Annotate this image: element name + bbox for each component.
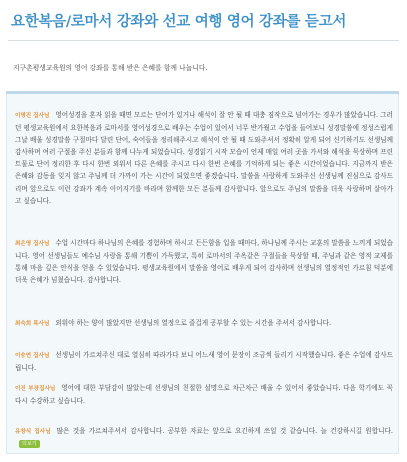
- testimonial-text: 수업 시간마다 하나님의 은혜를 경험하며 하시고 든든함을 입을 때마다, 하나님께 주시는 교훈의 말씀을 느끼게 되었습니다. 영어 선생님들도 예수님 사랑을 통해 기쁨이 가득했고, 특히 로마서의 주옥같은 구절들을 묵상할 때, 주님과 같은 영적 교제를 통해 마음 깊은 안식을 얻을 수 있었습니다. 평생교육원에서 말씀을 영어로 배우게 되어 감사하며 선생님의 열정적인 가르침 덕분에 더욱 은혜가 넘쳤습니다. 감사합니다.: [15, 239, 393, 285]
- testimonial-text: 외워야 하는 양이 많았지만 선생님의 열정으로 즐겁게 공부할 수 있는 시간을 주셔서 감사합니다.: [55, 319, 332, 327]
- intro-text: 지구촌평생교육원의 영어 강좌를 통해 받은 은혜를 함께 나눕니다.: [13, 64, 208, 72]
- author-name: 이명진 집사님: [15, 113, 50, 119]
- testimonial-entry: [15, 317, 393, 330]
- testimonial-text: 영어에 대한 부담감이 많았는데 선생님의 친절한 설명으로 차근차근 배울 수 있어서 좋았습니다. 다음 학기에도 꼭 다시 수강하고 싶습니다.: [15, 384, 393, 406]
- author-name: 이진 부장집사님: [15, 386, 56, 392]
- testimonial-entry: [15, 425, 393, 450]
- testimonial-entry: [15, 382, 393, 407]
- testimonial-text: 선생님이 가르쳐주신 대로 열심히 따라가다 보니 어느새 영어 문장이 조금씩 들리기 시작했습니다. 좋은 수업에 감사드립니다.: [15, 351, 393, 373]
- testimonial-entry: [15, 109, 393, 207]
- author-name: 최은영 집사님: [15, 241, 50, 247]
- testimonials-box: [6, 91, 399, 454]
- page-title: 요한복음/로마서 강좌와 선교 여행 영어 강좌를 듣고서: [11, 14, 347, 30]
- more-badge[interactable]: 더보기: [19, 440, 40, 448]
- author-name: 최숙희 목사님: [15, 321, 50, 327]
- testimonial-entry: [15, 349, 393, 374]
- testimonial-entry: [15, 237, 393, 286]
- title-divider: [8, 40, 399, 41]
- author-name: 이승연 집사님: [15, 353, 50, 359]
- testimonial-text: 영어성경을 혼자 읽을 때면 모르는 단어가 있거나 해석이 잘 안 될 때 대충 짐작으로 넘어가는 경우가 많았습니다. 그러던 평생교육원에서 요한복음과 로마서를 영어성경으로 배우는 수업이 있어서 너무 반가웠고 수업을 들어보니 성경말씀에 정성스럽게 그날 배울 성경말씀 구절마다 달린 단어, 숙어들을 정리해주시고 해석이 안 될 때 도와주셔서 정확히 알게 되어 신기하기도 선생님께 감사하며 여러 구절을 주신 분들과 함께 나누게 되었습니다. 성경읽기 시작 모습이 언제 매일 여러 곳을 가서와 해석을 묵상하며 프린트물로 단어 정리한 후 다시 한번 외워서 다른 은혜를 주시고 다시 한번 은혜를 기억하게 되는 좋은 시간이었습니다. 지금까지 받은 은혜와 감동을 잊지 않고 주님께 더 가까이 가는 시간이 되었으면 좋겠습니다. 말씀을 사랑하게 도와주신 선생님께 진심으로 감사드리며 앞으로도 이런 강좌가 계속 이어지기를 바라며 함께한 모든 분들께 감사합니다. 앞으로도 주님의 말씀을 더욱 사랑하며 살아가고 싶습니다.: [15, 111, 393, 205]
- testimonial-text: 많은 것을 가르쳐주셔서 감사합니다. 공부한 자료는 앞으로 요긴하게 쓰일 것 같습니다. 늘 건강하시길 원합니다.: [56, 427, 393, 435]
- author-name: 유창식 집사님: [15, 429, 51, 435]
